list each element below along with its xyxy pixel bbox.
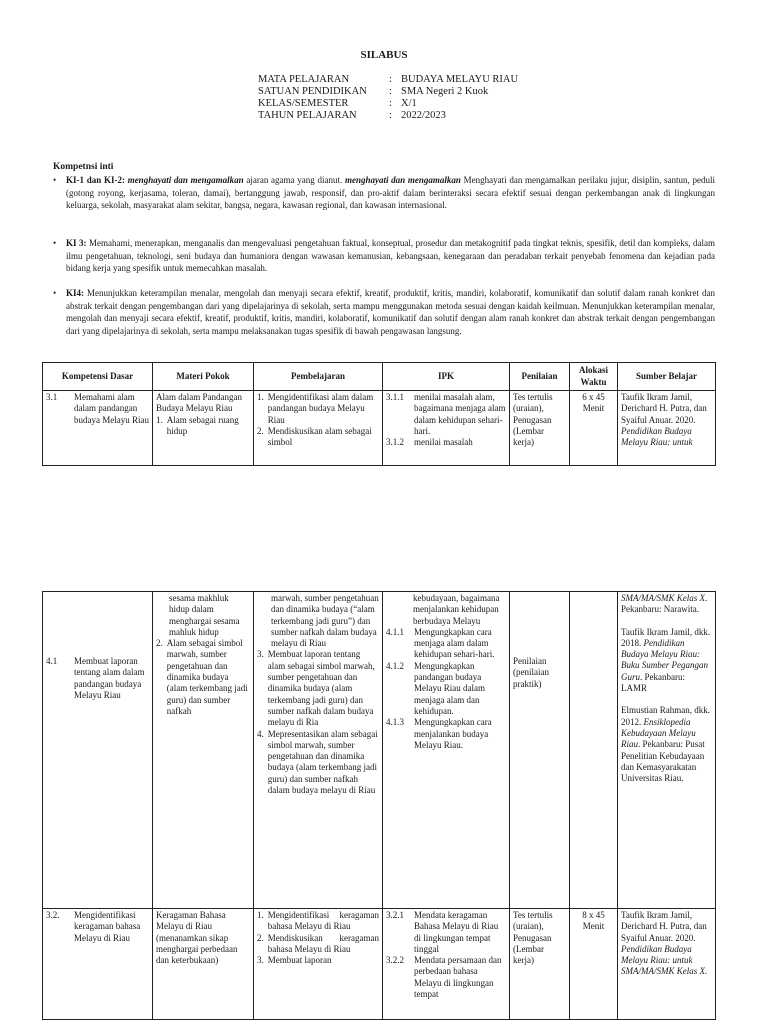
alokasi-cell: 8 x 45 Menit bbox=[582, 910, 605, 932]
info-row-class: KELAS/SEMESTER : X/1 bbox=[258, 98, 417, 109]
info-row-subject: MATA PELAJARAN : BUDAYA MELAYU RIAU bbox=[258, 74, 519, 85]
identity-block bbox=[258, 74, 518, 122]
ki-4-paragraph: • KI4: Menunjukkan keterampilan menalar, mengolah dan menyaji secara efektif, kreatif, produktif, kritis, mandiri, kolaboratif, komunikatif dan solutif dalam ranah konkret dan abstrak terkait dengan pengembangan dari yang dipelajarinya di sekolah, serta mampu menggunakan metoda sesuai dengan kaidah keilmuan. Menunjukkan keterampilan menalar, mengolah dan menyaji secara efektif, kreatif, produktif, kritis, mandiri, kolaboratif, komunikatif dan solutif dengan alam ranah konkret dan abstrak terkait dengan pengembangan dari yang dipelajarinya di sekolah, serta mampu melaksanakan tugas spesifik di bawah pengawasan langsung. bbox=[53, 288, 715, 336]
page-title: SILABUS bbox=[360, 49, 408, 61]
table-row: 4.1 Membuat laporan tentang alam dalam pandangan budaya Melayu Riau sesama makhluk hidup dalam menghargai sesama mahluk hidup 2. Alam sebagai simbol marwah, sumber pengetahuan dan dinamika budaya (alam terkembang jadi guru) dan sumber nafkah marwah, sumber pengetahuan dan dinamika budaya (“alam terkembang jadi guru”) dan sumber nafkah dalam budaya melayu di Riau 3. Membuat laporan tentang alam sebagai simbol marwah, sumber pengetahuan dan dinamika budaya (alam terkembang jadi guru) dan sumber nafkah dalam budaya melayu di Ria 4. Mepresentasikan alam sebagai simbol marwah, sumber pengetahuan dan dinamika budaya (alam terkembang jadi guru) dan sumber nafkah dalam budaya melayu di Riau kebudayaan, bagaimana menjalankan kehidupan berbudaya Melayu 4.1.1 Mengungkapkan cara menjaga alam dalam kehidupan sehari-hari. 4.1.2 Mengungkapkan pandangan budaya Melayu Riau dalam menjaga alam dan kehidupan. 4.1.3 Mengungkapkan cara menjalankan budaya Melayu Riau. Penilaian (penilaian praktik) SMA/MA/SMK Kelas X. Pekanbaru: Narawita. Taufik Ikram Jamil, dkk. 2018. Pendidikan Budaya Melayu Riau: Buku Sumber Pegangan Guru. Pekanbaru: LAMR Elmustian Rahman, dkk. 2012. Ensiklopedia Kebudayaan Melayu Riau. Pekanbaru: Pusat Penelitian Kebudayaan dan Kemasyarakatan Universitas Riau. bbox=[43, 592, 716, 909]
materi-keragaman-bahasa: Keragaman Bahasa Melayu di Riau (menanamkan sikap menghargai perbedaan dan keterbukaan) bbox=[156, 910, 238, 966]
info-row-year: TAHUN PELAJARAN : 2022/2023 bbox=[258, 110, 446, 121]
header-ipk: IPK bbox=[383, 363, 510, 391]
header-penilaian: Penilaian bbox=[510, 363, 570, 391]
penilaian-praktik-cell: Penilaian (penilaian praktik) bbox=[513, 656, 549, 689]
kd-4-1-text: Membuat laporan tentang alam dalam pandangan budaya Melayu Riau bbox=[74, 656, 145, 700]
materi-intro: Alam dalam Pandangan Budaya Melayu Riau bbox=[156, 392, 242, 414]
alokasi-cell: 6 x 45 Menit bbox=[582, 392, 605, 414]
header-pembelajaran: Pembelajaran bbox=[254, 363, 383, 391]
ki-1-2-paragraph: • KI-1 dan KI-2: menghayati dan mengamalkan ajaran agama yang dianut. menghayati dan mengamalkan Menghayati dan mengamalkan perilaku jujur, disiplin, santun, peduli (gotong royong, kerjasama, toleran, damai), bertanggung jawab, responsif, dan pro-aktif dalam berinteraksi secara efektif sesuai dengan perkembangan anak di lingkungan keluarga, sekolah, masyarakat alam sekitar, bangsa, negara, kawasan regional, dan kawasan internasional. bbox=[53, 175, 715, 211]
header-kompetensi-dasar: Kompetensi Dasar bbox=[43, 363, 153, 391]
table-header-row bbox=[43, 363, 716, 391]
penilaian-cell: Tes tertulis (uraian), Penugasan (Lembar kerja) bbox=[513, 392, 553, 448]
header-sumber-belajar: Sumber Belajar bbox=[618, 363, 716, 391]
kompetensi-inti-heading: Kompetnsi inti bbox=[53, 162, 114, 172]
kd-3-1-text: Memahami alam dalam pandangan budaya Melayu Riau bbox=[74, 392, 149, 425]
table-row: 3.2. Mengidentifikasi keragaman bahasa Melayu di Riau Keragaman Bahasa Melayu di Riau (menanamkan sikap menghargai perbedaan dan keterbukaan) 1. Mengidentifikasi keragaman bahasa Melayu di Riau 2. Mendiskusikan keragaman bahasa Melayu di Riau 3. Membuat laporan 3.2.1 Mendata keragaman Bahasa Melayu di Riau di lingkungan tempat tinggal 3.2.2 Mendata persamaan dan perbedaan bahasa Melayu di lingkungan tempat Tes tertulis (uraian), Penugasan (Lembar kerja) 8 x 45 Menit Taufik Ikram Jamil, Derichard H. Putra, dan Syaiful Anuar. 2020. Pendidikan Budaya Melayu Riau: untuk SMA/MA/SMK Kelas X. bbox=[43, 909, 716, 1020]
syllabus-table-part-1 bbox=[42, 362, 716, 466]
header-materi-pokok: Materi Pokok bbox=[153, 363, 254, 391]
penilaian-cell: Tes tertulis (uraian), Penugasan (Lembar kerja) bbox=[513, 910, 553, 966]
ki-3-paragraph: • KI 3: Memahami, menerapkan, menganalis dan mengevaluasi pengetahuan faktual, konseptual, prosedur dan metakognitif pada tingkat teknis, spesifik, detil dan kompleks, dalam ilmu pengetahuan, teknologi, seni budaya dan humaniora dengan wawasan kemanusian, kebangsaan, kenegaraan dan peradaban terkait penyebab fenomena dan kejadian pada bidang kerja yang spesifik untuk memecahkan masalah. bbox=[53, 238, 716, 274]
syllabus-table-part-2 bbox=[42, 591, 716, 1020]
header-alokasi-waktu: Alokasi Waktu bbox=[570, 363, 618, 391]
info-row-school: SATUAN PENDIDIKAN : SMA Negeri 2 Kuok bbox=[258, 86, 489, 97]
table-row: 3.1 Memahami alam dalam pandangan budaya Melayu Riau Alam dalam Pandangan Budaya Melayu Riau 1. Alam sebagai ruang hidup 1. Mengidentifikasi alam dalam pandangan budaya Melayu Riau 2. Mendiskusikan alam sebagai simbol 3.1.1 menilai masalah alam, bagaimana menjaga alam dalam kehidupan sehari-hari. 3.1.2 menilai masalah Tes tertulis (uraian), Penugasan (Lembar kerja) 6 x 45 Menit Taufik Ikram Jamil, Derichard H. Putra, dan Syaiful Anuar. 2020. Pendidikan Budaya Melayu Riau: untuk bbox=[43, 391, 716, 466]
kd-3-2-text: Mengidentifikasi keragaman bahasa Melayu di Riau bbox=[74, 910, 141, 943]
